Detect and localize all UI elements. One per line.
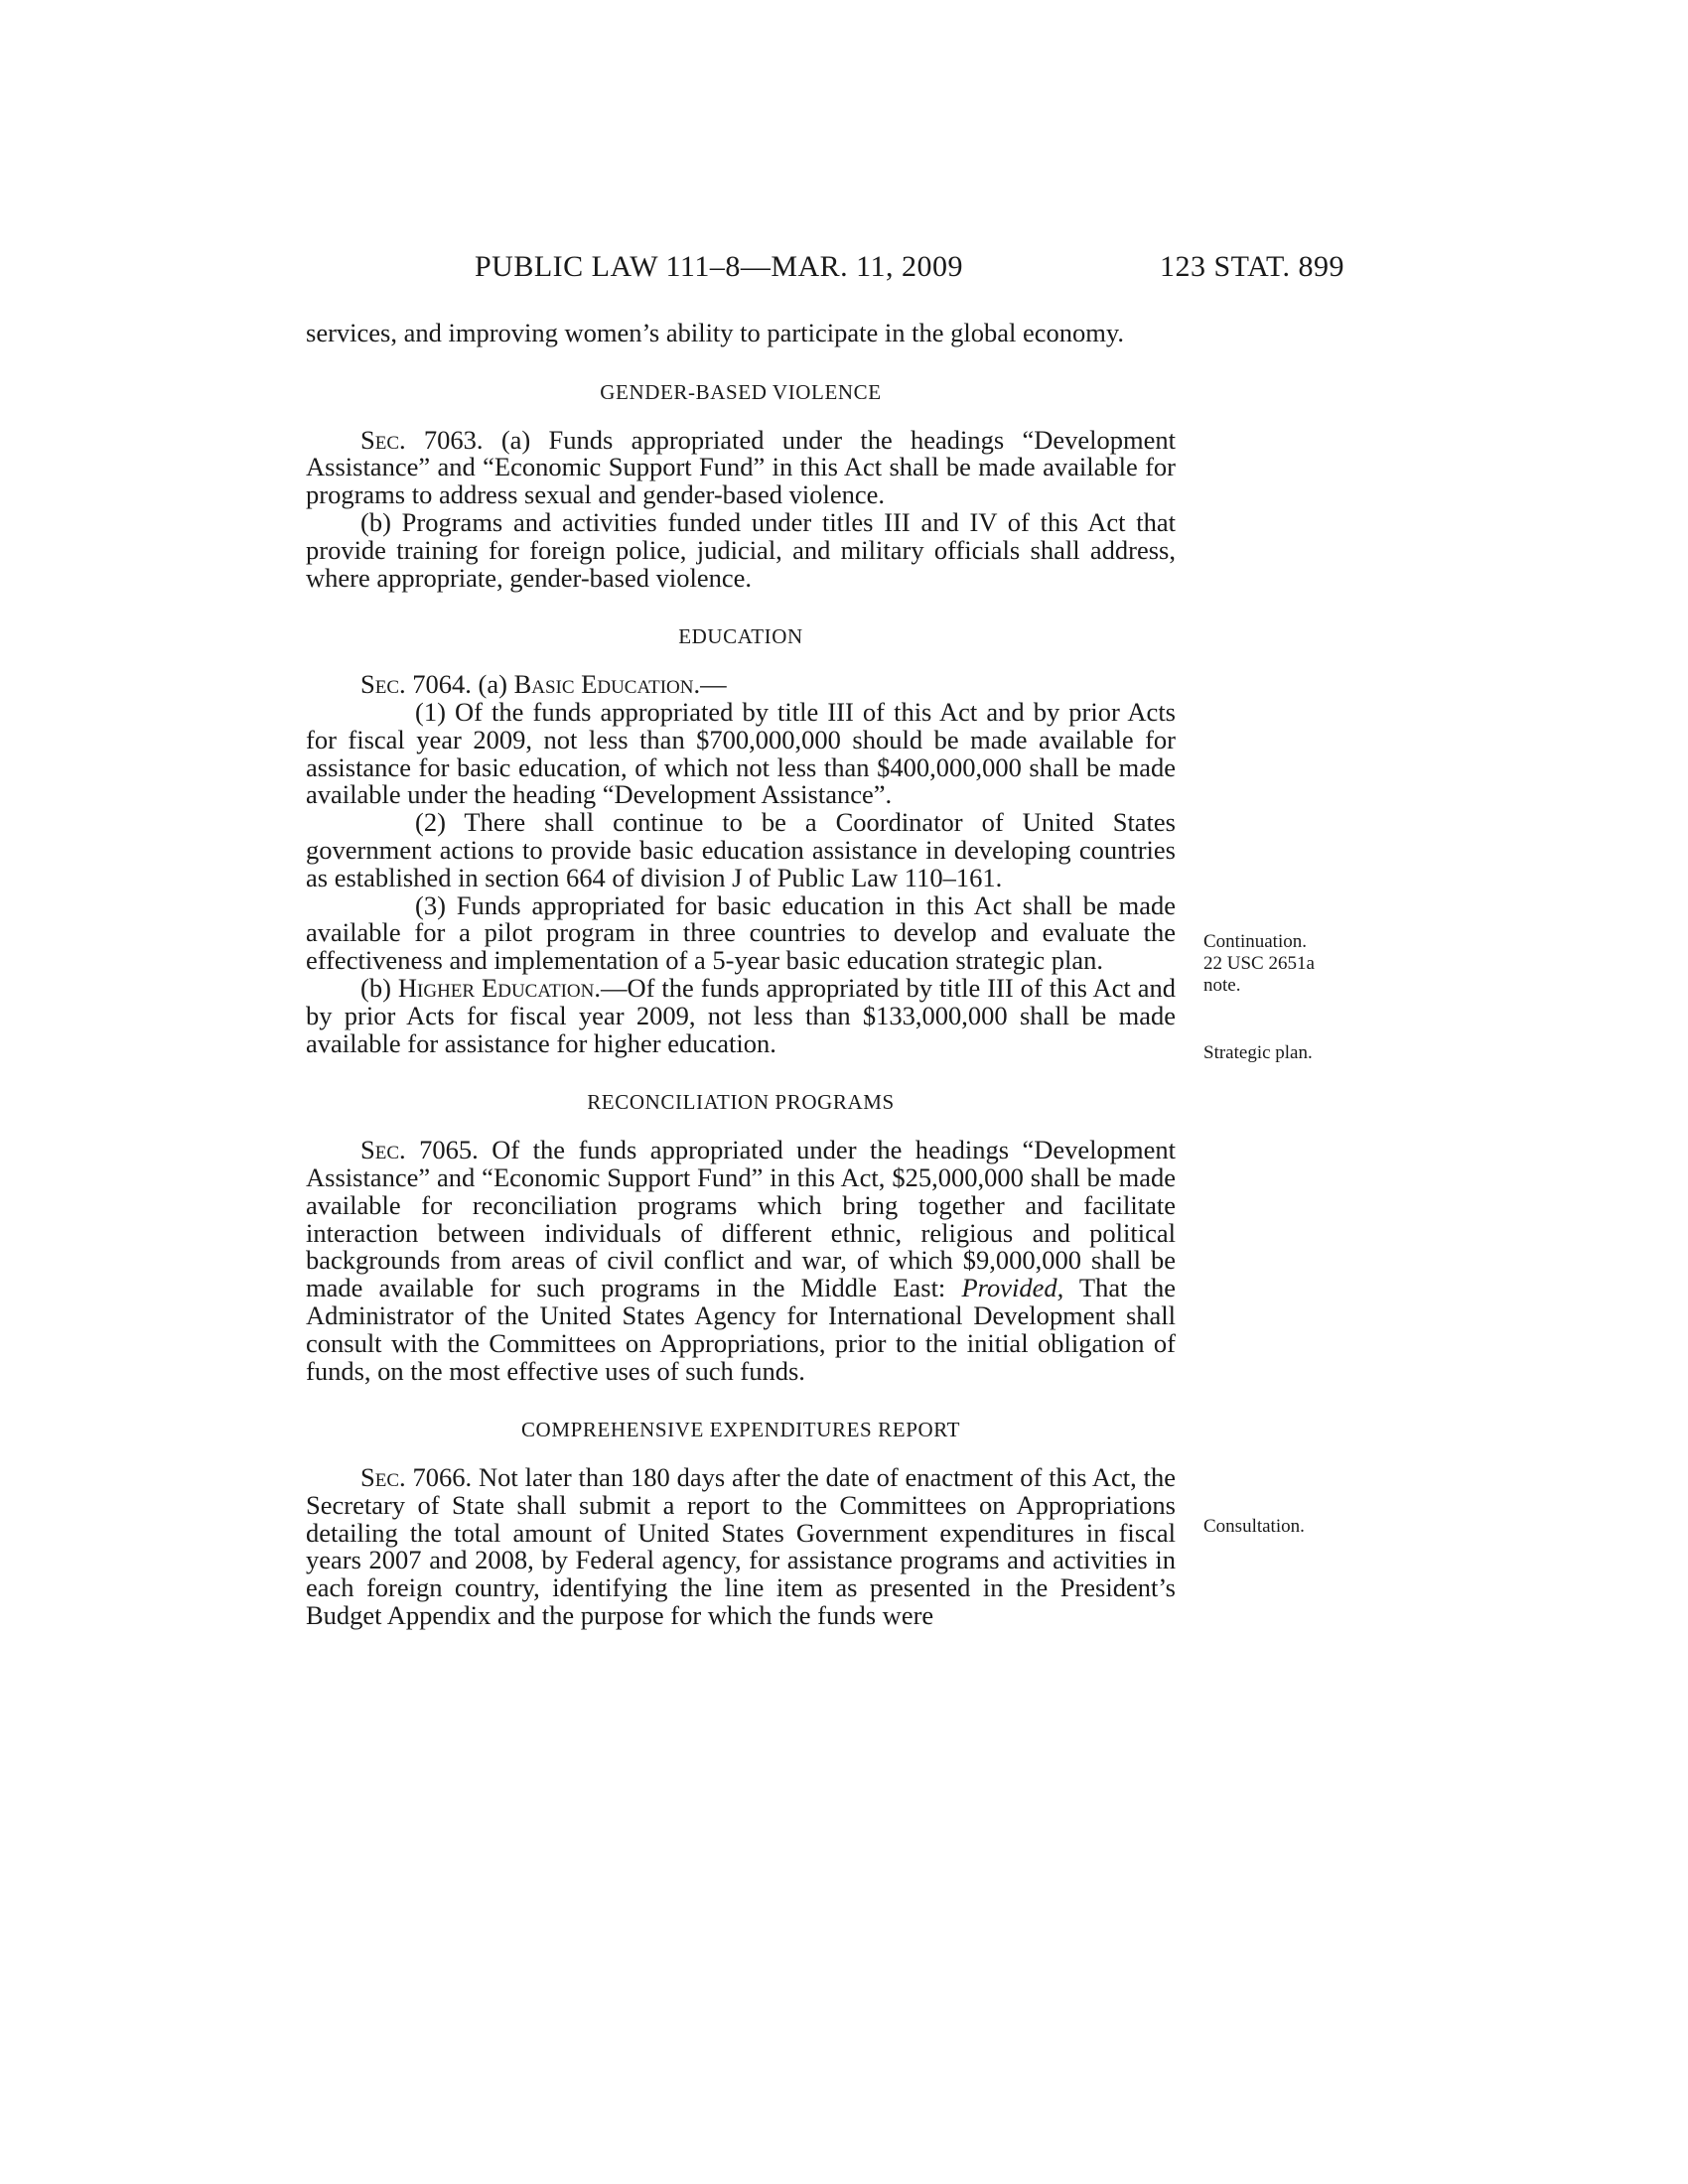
document-body	[306, 320, 1176, 1630]
statute-citation: 123 STAT. 899	[1160, 250, 1345, 283]
sec-7064-a-1: (1) Of the funds appropriated by title III of this Act and by prior Acts for fiscal year 2009, not less than $700,000,000 should be made available for assistance for basic education, of which not less than $400,000,000 shall be made available under the heading “Development Assistance”.	[306, 696, 1176, 810]
heading-education: EDUCATION	[678, 624, 803, 649]
sec-7066-text: 7066. Not later than 180 days after the date of enactment of this Act, the Secretary of State shall submit a report to the Committees on Appropriations detailing the total amount of United States Government expenditures in fiscal years 2007 and 2008, by Federal agency, for assistance programs and activities in each foreign country, identifying the line item as presented in the President’s Budget Appendix and the purpose for which the funds were	[306, 1462, 1176, 1631]
sec-label: Sec.	[360, 1462, 406, 1493]
sec-7064-number: 7064. (a)	[405, 669, 514, 700]
higher-education-heading: Higher Education	[397, 972, 595, 1003]
sec-label: Sec.	[360, 1135, 406, 1165]
sec-7064-a	[306, 671, 1176, 699]
margin-note-line: 22 USC 2651a	[1203, 953, 1315, 974]
sec-7064-b-text: .—Of the funds appropriated by title III of this Act and by prior Acts for fiscal year 2009, not less than $133,000,000 shall be made available for assistance for higher education.	[306, 972, 1177, 1058]
sec-7065	[306, 1137, 1176, 1385]
sec-7065-text-1: 7065. Of the funds appropriated under the headings “Development Assistance” and “Economic Support Fund” in this Act, $25,000,000 shall be made available for reconciliation programs which bring together and facilitate interaction between individuals of different ethnic, religious and political backgrounds from areas of civil conflict and war, of which $9,000,000 shall be made available for such programs in the Middle East:	[306, 1135, 1176, 1303]
sec-7066	[306, 1464, 1176, 1630]
sec-7063-b: (b) Programs and activities funded under titles III and IV of this Act that provide training for foreign police, judicial, and military officials shall address, where appropriate, gender-based violence.	[306, 506, 1176, 593]
sec-7063-a	[306, 424, 1176, 510]
running-head: PUBLIC LAW 111–8—MAR. 11, 2009	[475, 250, 964, 283]
intro-paragraph: services, and improving women’s ability to participate in the global economy.	[306, 318, 1124, 347]
page-header	[0, 250, 1688, 290]
heading-gender-based-violence: GENDER-BASED VIOLENCE	[600, 379, 882, 404]
margin-note-continuation	[1203, 931, 1362, 997]
sec-7063-a-text: 7063. (a) Funds appropriated under the headings “Development Assistance” and “Economic Support Fund” in this Act shall be made available for programs to address sexual and gender-based violence.	[306, 424, 1176, 510]
sec-7064-a-3: (3) Funds appropriated for basic education in this Act shall be made available for a pilot program in three countries to develop and evaluate the effectiveness and implementation of a 5-year basic education strategic plan.	[306, 889, 1176, 976]
basic-education-heading: Basic Education	[513, 669, 694, 700]
margin-note-line: note.	[1203, 975, 1241, 996]
margin-note-strategic-plan: Strategic plan.	[1203, 1042, 1313, 1063]
heading-reconciliation-programs: RECONCILIATION PROGRAMS	[587, 1090, 895, 1115]
em-dash: .—	[693, 669, 727, 700]
margin-note-consultation: Consultation.	[1203, 1516, 1305, 1537]
heading-comprehensive-expenditures-report: COMPREHENSIVE EXPENDITURES REPORT	[520, 1418, 961, 1442]
provided-italic: Provided,	[961, 1273, 1064, 1303]
sec-7064-b	[306, 972, 1177, 1058]
sec-7064-b-label: (b)	[360, 972, 398, 1003]
sec-label: Sec.	[360, 424, 406, 455]
sec-label: Sec.	[360, 669, 406, 700]
sec-7064-a-2: (2) There shall continue to be a Coordinator of United States government actions to provide basic education assistance in developing countries as established in section 664 of division J of Public Law 110–161.	[306, 807, 1176, 892]
sec-7065-text-2: That the Administrator of the United States Agency for International Development shall consult with the Committees on Appropriations, prior to the initial obligation of funds, on the most effective uses of such funds.	[306, 1273, 1176, 1386]
margin-note-line: Continuation.	[1203, 931, 1307, 952]
